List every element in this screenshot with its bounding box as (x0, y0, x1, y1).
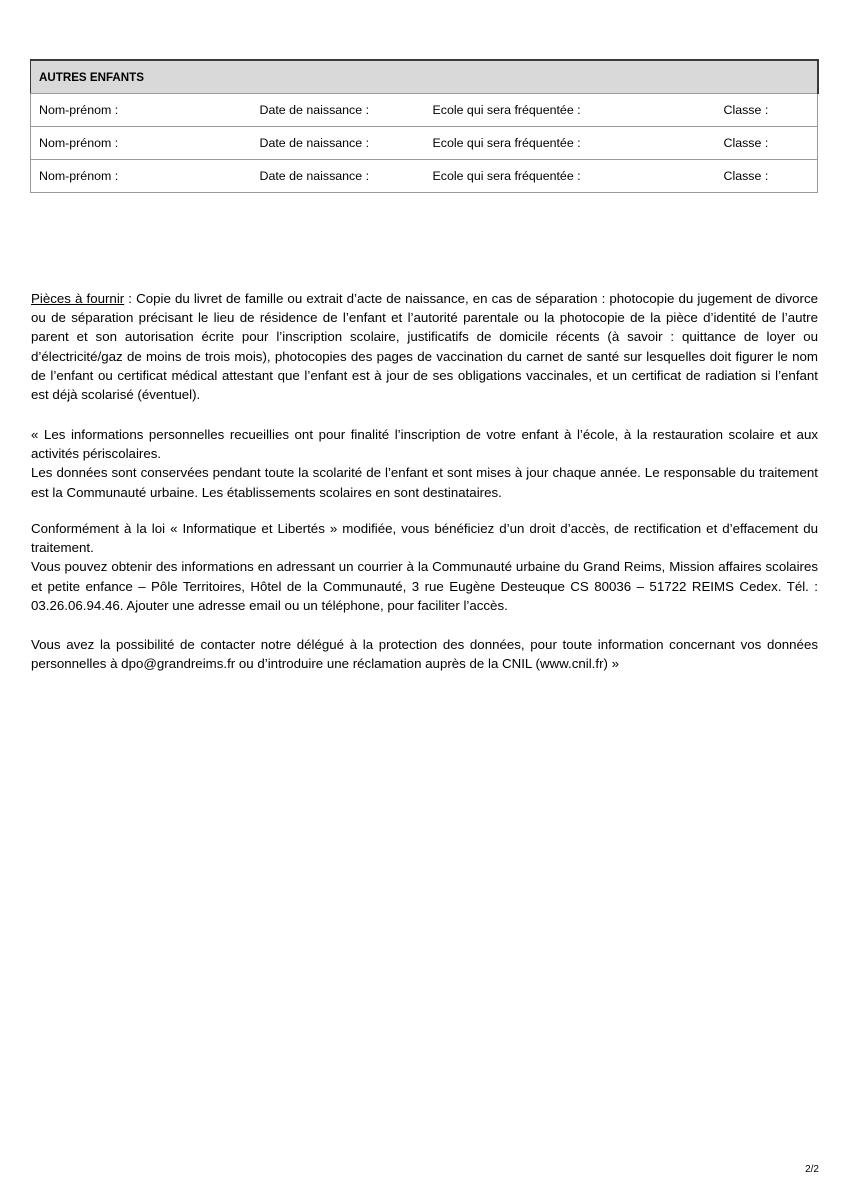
class-field-label[interactable]: Classe : (716, 94, 818, 127)
page-number: 2/2 (805, 1164, 819, 1175)
name-field-label[interactable]: Nom-prénom : (31, 127, 252, 160)
class-field-label[interactable]: Classe : (716, 160, 818, 193)
name-field-label[interactable]: Nom-prénom : (31, 94, 252, 127)
privacy-rights-section (31, 519, 818, 615)
privacy-how-to-text: Vous pouvez obtenir des informations en adressant un courrier à la Communauté urbaine du Grand Reims, Mission affaires scolaires et petite enfance – Pôle Territoires, Hôtel de la Communauté, 3 rue Eugène Desteuque CS 80036 – 51722 REIMS Cedex. Tél. : 03.26.06.94.46. Ajouter une adresse email ou un téléphone, pour faciliter l’accès. (31, 559, 818, 613)
privacy-rights-text: Conformément à la loi « Informatique et Libertés » modifiée, vous bénéficiez d’un droit d’accès, de rectification et d’effacement du traitement. (31, 521, 818, 556)
birth-date-field-label[interactable]: Date de naissance : (252, 160, 425, 193)
privacy-purpose-text: « Les informations personnelles recueillies ont pour finalité l’inscription de votre enfant à l’école, à la restauration scolaire et aux activités périscolaires. (31, 427, 818, 462)
school-field-label[interactable]: Ecole qui sera fréquentée : (425, 160, 716, 193)
table-header: AUTRES ENFANTS (31, 60, 818, 94)
documents-required-label: Pièces à fournir (31, 291, 125, 306)
birth-date-field-label[interactable]: Date de naissance : (252, 127, 425, 160)
documents-required-text: : Copie du livret de famille ou extrait d’acte de naissance, en cas de séparation : photocopie du jugement de divorce ou de séparation précisant le lieu de résidence de l’enfant et l’autorité parentale ou la photocopie de la pièce d’identité de l’autre parent et son autorisation écrite pour l’inscription scolaire, justificatifs de domicile récents (à savoir : quittance de loyer ou d’électricité/gaz de moins de trois mois), photocopies des pages de vaccination du carnet de santé sur lesquelles doit figurer le nom de l’enfant ou certificat médical attestant que l’enfant est à jour de ses obligations vaccinales, et un certificat de radiation si l’enfant est déjà scolarisé (éventuel). (31, 291, 818, 403)
privacy-purpose-section (31, 425, 818, 502)
class-field-label[interactable]: Classe : (716, 127, 818, 160)
other-children-table (30, 59, 819, 193)
table-row (31, 127, 818, 160)
privacy-retention-text: Les données sont conservées pendant toute la scolarité de l’enfant et sont mises à jour chaque année. Le responsable du traitement est la Communauté urbaine. Les établissements scolaires en sont destinataires. (31, 465, 818, 500)
documents-required-paragraph (31, 289, 818, 404)
dpo-contact-text: Vous avez la possibilité de contacter notre délégué à la protection des données, pour toute information concernant vos données personnelles à dpo@grandreims.fr ou d’introduire une réclamation auprès de la CNIL (www.cnil.fr) » (31, 637, 818, 672)
school-field-label[interactable]: Ecole qui sera fréquentée : (425, 94, 716, 127)
other-children-table-container (30, 59, 817, 193)
table-row (31, 160, 818, 193)
name-field-label[interactable]: Nom-prénom : (31, 160, 252, 193)
table-row (31, 94, 818, 127)
birth-date-field-label[interactable]: Date de naissance : (252, 94, 425, 127)
school-field-label[interactable]: Ecole qui sera fréquentée : (425, 127, 716, 160)
table-header-row (31, 60, 818, 94)
dpo-contact-section (31, 635, 818, 673)
